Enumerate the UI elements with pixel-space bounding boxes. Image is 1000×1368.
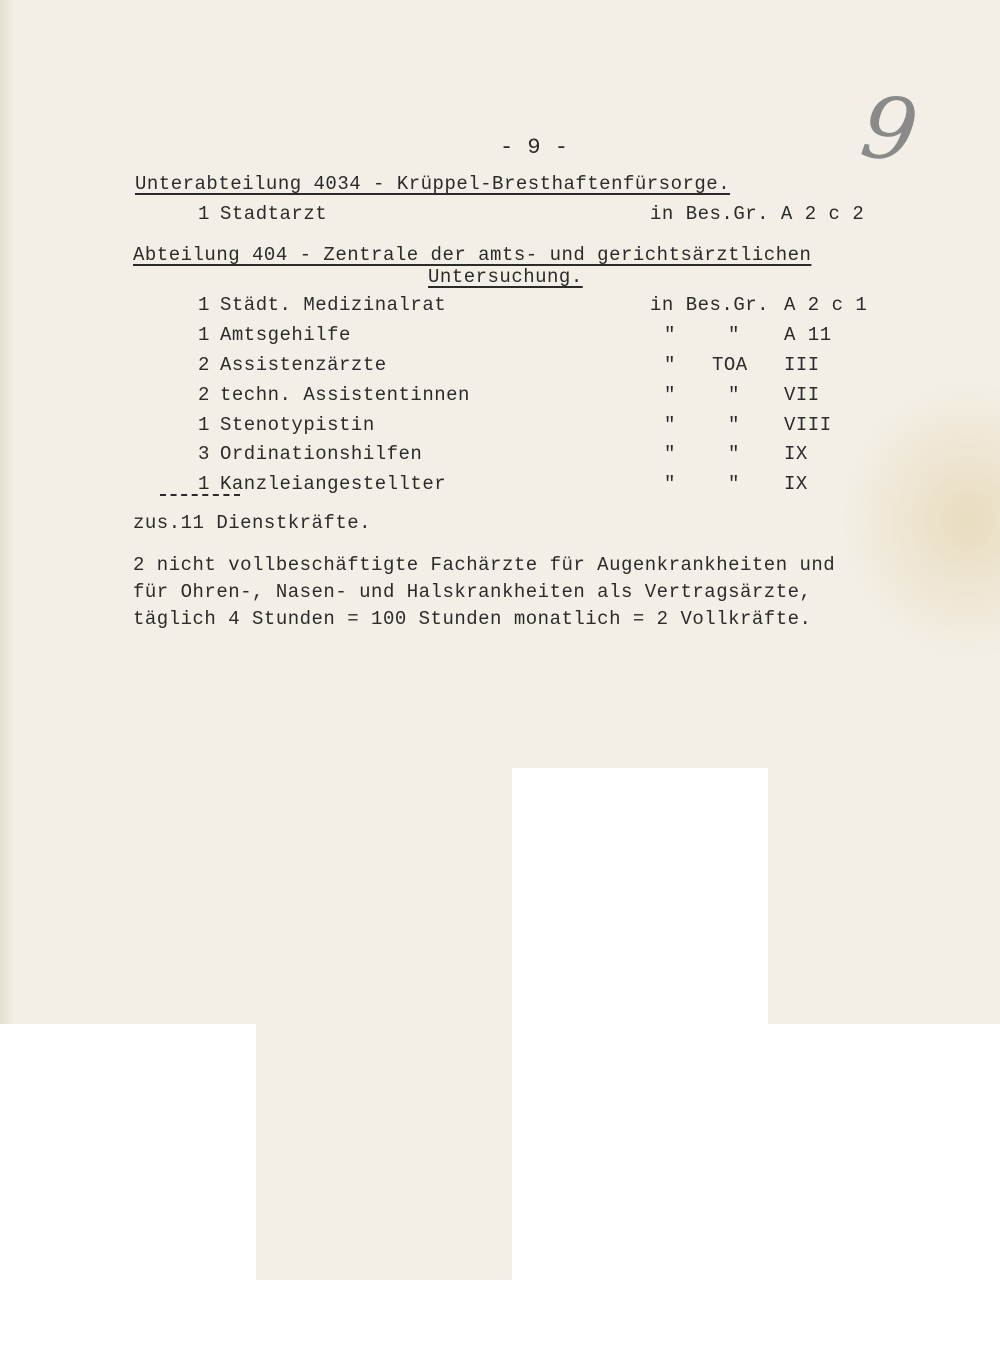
row-title: techn. Assistentinnen [220,384,470,406]
row-title: Städt. Medizinalrat [220,294,447,316]
page-number: - 9 - [500,135,569,160]
row-title: Assistenzärzte [220,354,387,376]
table-row [0,324,1000,352]
row-count: 1 [198,294,210,316]
row-pay-scheme: TOA [712,354,748,376]
row-count: 1 [198,414,210,436]
row-grade: IX [784,473,808,495]
row-ditto: " [664,414,676,436]
entry-count: 1 [198,203,210,225]
row-title: Kanzleiangestellter [220,473,447,495]
section2-heading-line1: Abteilung 404 - Zentrale der amts- und gerichtsärztlichen [133,244,812,266]
entry-grade: in Bes.Gr. A 2 c 2 [650,203,865,225]
row-ditto: " [728,473,740,495]
table-row [0,354,1000,382]
row-count: 2 [198,384,210,406]
row-count: 2 [198,354,210,376]
row-grade: VIII [784,414,832,436]
row-ditto: " [728,324,740,346]
table-row [0,443,1000,471]
row-grade: VII [784,384,820,406]
blank-area-bottom-left [0,1024,256,1368]
row-ditto: " [664,443,676,465]
section1-entry [0,203,1000,231]
row-title: Amtsgehilfe [220,324,351,346]
row-ditto: " [728,414,740,436]
page-edge-shadow [0,0,14,1024]
row-count: 1 [198,324,210,346]
blank-area-bottom-right [512,1024,1000,1368]
row-count: 1 [198,473,210,495]
handwritten-page-number: 9 [855,76,924,184]
row-ditto: " [664,473,676,495]
row-grade: A 2 c 1 [784,294,868,316]
row-pay-group: in Bes.Gr. [650,294,770,316]
blank-area-bottom-strip [256,1280,512,1368]
row-grade: A 11 [784,324,832,346]
row-title: Stenotypistin [220,414,375,436]
row-ditto: " [664,384,676,406]
entry-title: Stadtarzt [220,203,328,225]
row-ditto: " [664,354,676,376]
table-row [0,414,1000,442]
staff-total: zus.11 Dienstkräfte. [133,512,372,534]
row-grade: IX [784,443,808,465]
table-row [0,384,1000,412]
row-ditto: " [664,324,676,346]
row-ditto: " [728,443,740,465]
row-count: 3 [198,443,210,465]
sum-rule [160,494,240,496]
paragraph-line-3: täglich 4 Stunden = 100 Stunden monatlich = 2 Vollkräfte. [133,608,812,630]
blank-patch-upper [512,768,768,1028]
paragraph-line-2: für Ohren-, Nasen- und Halskrankheiten als Vertragsärzte, [133,581,812,603]
row-grade: III [784,354,820,376]
row-title: Ordinationshilfen [220,443,423,465]
section1-heading: Unterabteilung 4034 - Krüppel-Bresthaftenfürsorge. [135,173,731,195]
table-row [0,473,1000,501]
table-row [0,294,1000,322]
row-ditto: " [728,384,740,406]
section2-heading-line2: Untersuchung. [428,266,583,288]
paragraph-line-1: 2 nicht vollbeschäftigte Fachärzte für Augenkrankheiten und [133,554,836,576]
